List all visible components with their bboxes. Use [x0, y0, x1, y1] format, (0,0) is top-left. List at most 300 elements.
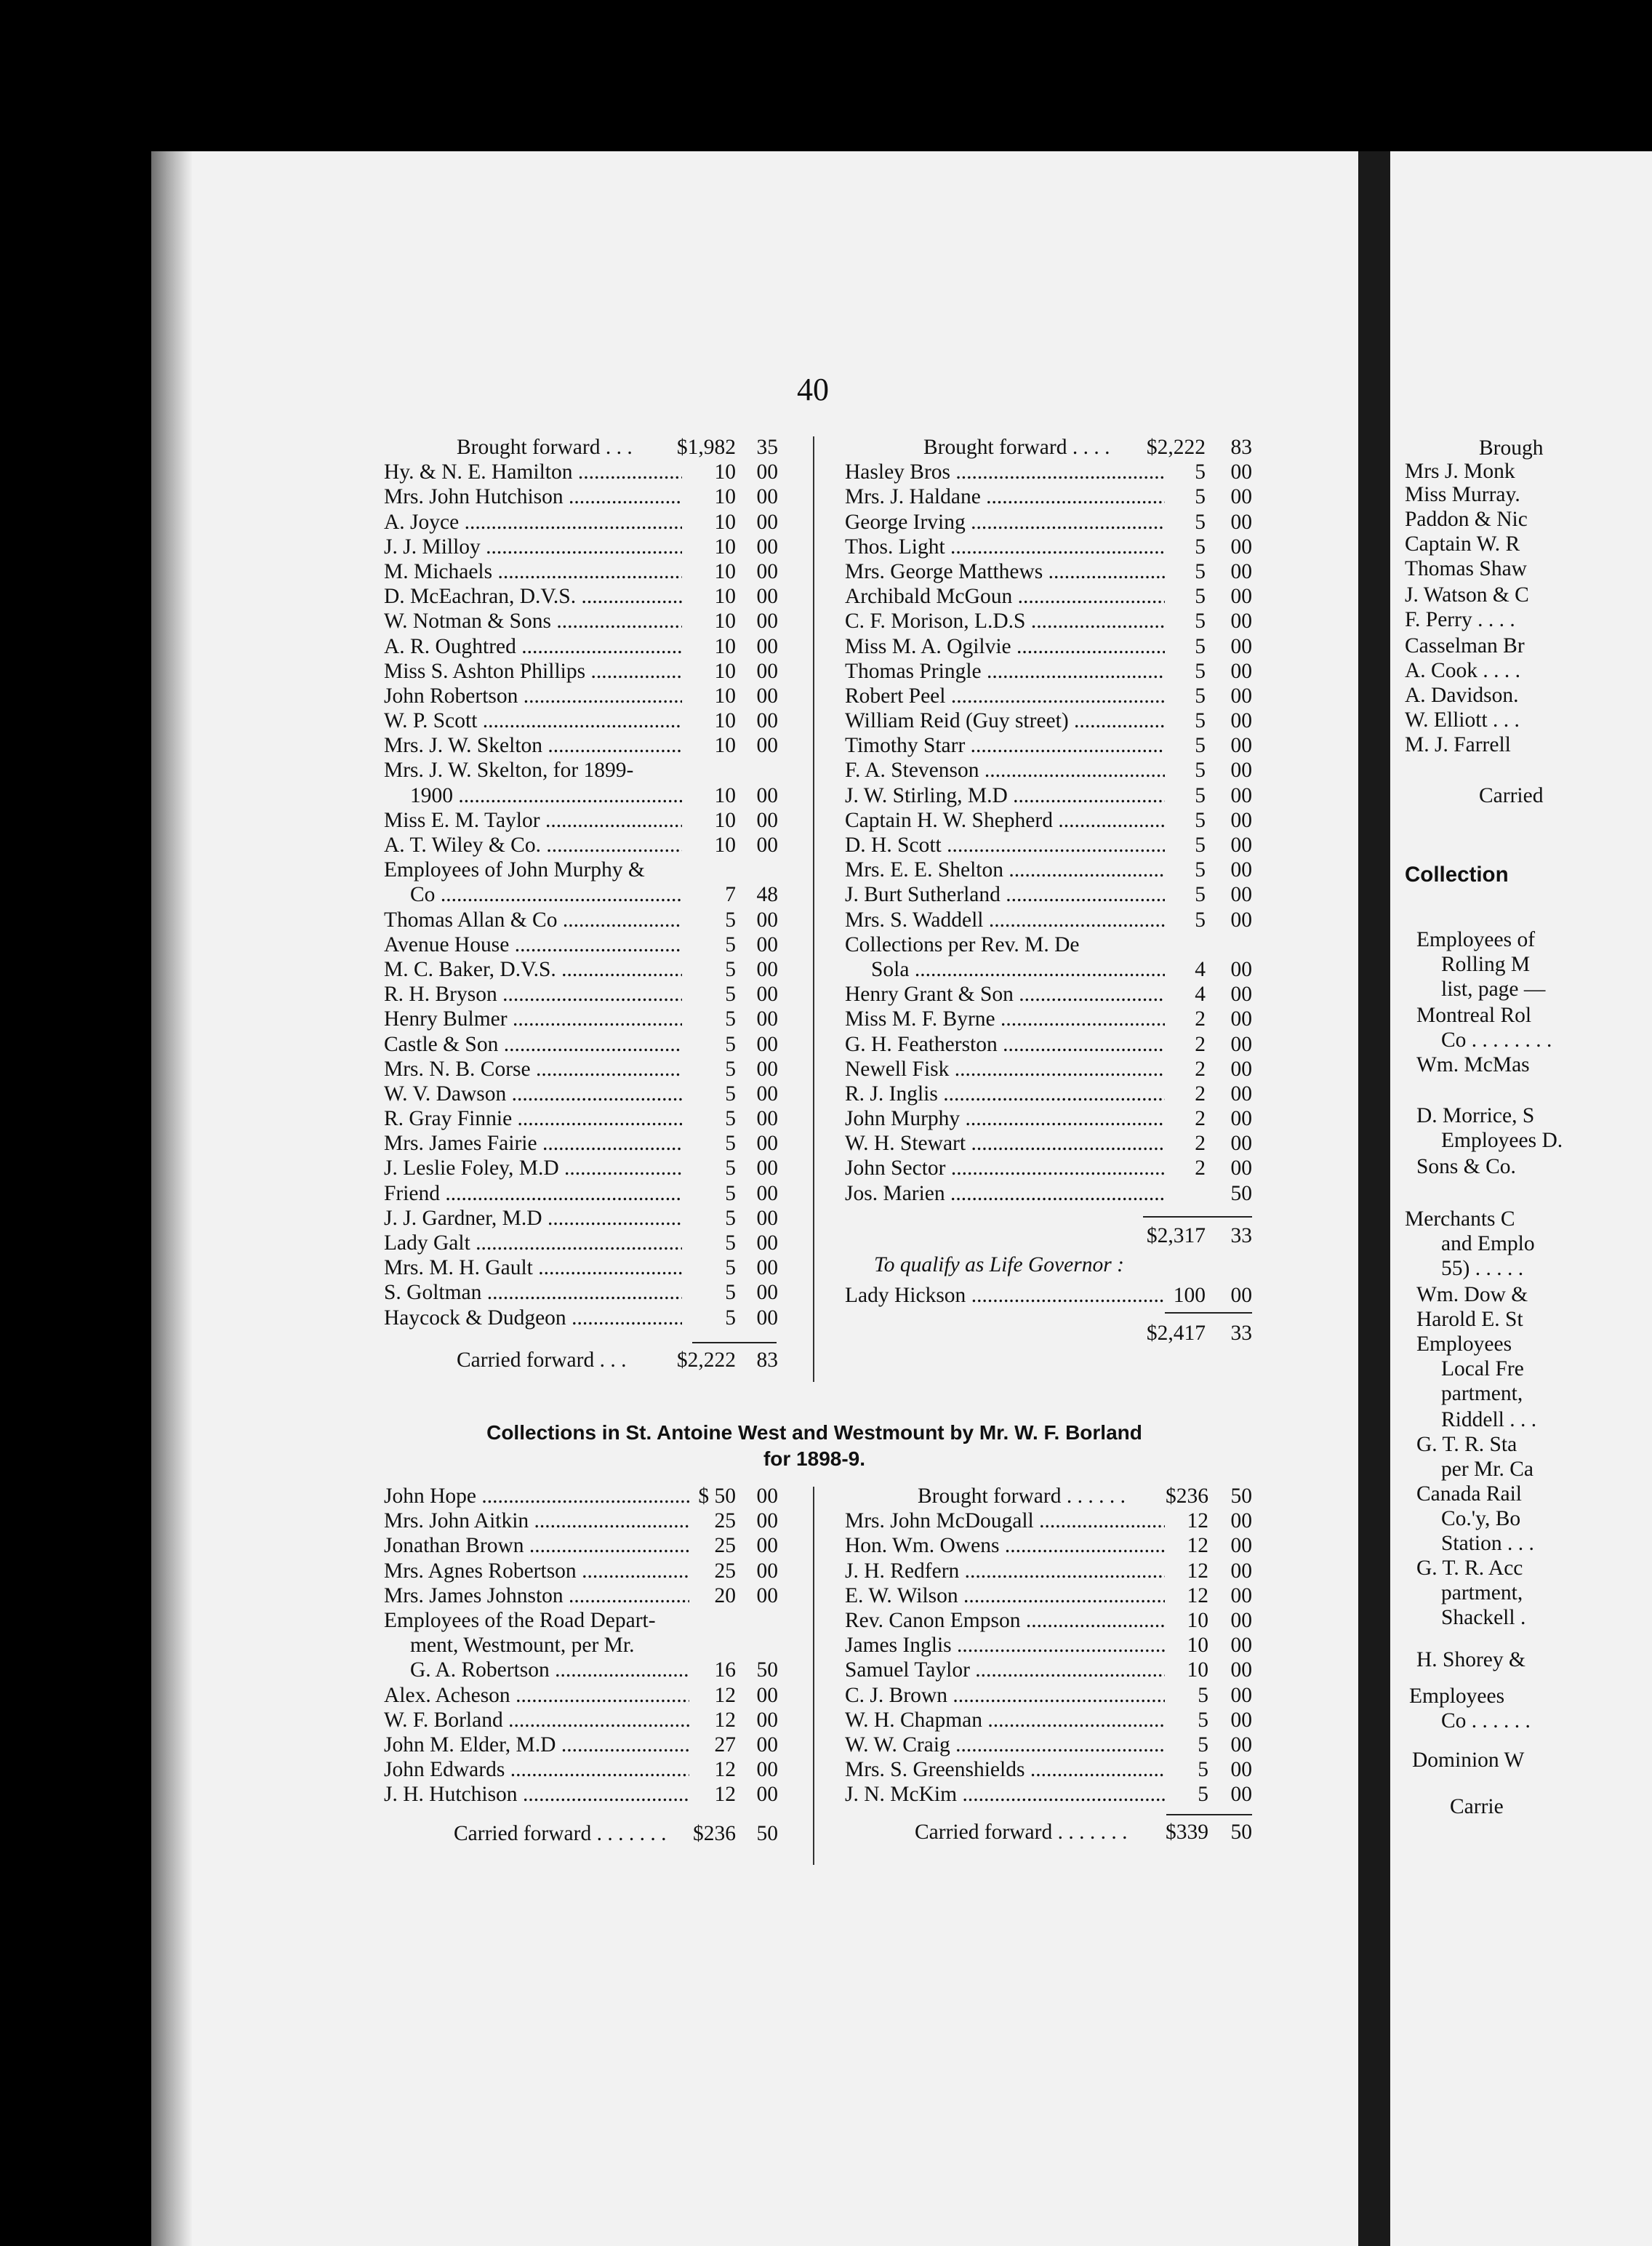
entry-name: J. J. Milloy ..... [384, 535, 682, 559]
entry-row [845, 1608, 1252, 1633]
entry-name: John Edwards ..... [384, 1757, 689, 1782]
entry-name: Miss M. A. Ogilvie ..... [845, 634, 1165, 659]
entry-dollars: 5 [1198, 1733, 1208, 1757]
entry-dollars: 2 [1195, 1032, 1206, 1056]
entry-name: Mrs. John McDougall ..... [845, 1508, 1165, 1533]
column-divider-top [813, 436, 814, 1382]
entry-name: Employees of the Road Depart- [384, 1608, 656, 1632]
entry-cents: 00 [756, 1107, 778, 1131]
entry-dollars: 12 [1187, 1509, 1208, 1533]
entry-name: Employees of John Murphy & [384, 858, 645, 882]
entry-dollars: 20 [714, 1583, 736, 1607]
entry-dollars: 10 [714, 709, 736, 733]
entry-row [384, 1658, 778, 1682]
entry-dollars: 5 [1195, 709, 1206, 733]
entry-dollars: 5 [725, 957, 736, 981]
entry-row [845, 1633, 1252, 1658]
brought-forward-row [845, 1484, 1252, 1508]
entry-dollars: 25 [714, 1534, 736, 1558]
entry-cents: 00 [1230, 1057, 1252, 1081]
entry-cents: 00 [756, 709, 778, 733]
entry-dollars: 2 [1195, 1057, 1206, 1081]
entry-dollars: 5 [725, 908, 736, 932]
entry-name: Avenue House ..... [384, 932, 682, 957]
entry-dollars: 5 [1195, 684, 1206, 708]
top-right-column [845, 435, 1252, 1346]
entry-name: Mrs. M. H. Gault ..... [384, 1255, 682, 1280]
entry-row [845, 460, 1252, 484]
entry-row [845, 1533, 1252, 1558]
entry-dollars: 5 [725, 932, 736, 956]
entry-row [384, 1082, 778, 1106]
entry-row [845, 510, 1252, 535]
entry-row [384, 1757, 778, 1782]
next-page-fragment: Casselman Br [1405, 634, 1525, 658]
entry-name: Mrs. S. Greenshields ..... [845, 1757, 1165, 1782]
entry-dollars: 12 [1187, 1583, 1208, 1607]
entry-dollars: 5 [725, 1057, 736, 1081]
next-page-fragment: A. Cook . . . . [1405, 659, 1520, 682]
entry-dollars: 27 [714, 1733, 736, 1757]
entry-cents: 00 [756, 957, 778, 981]
next-page-fragment: Rolling M [1441, 953, 1531, 976]
entry-cents: 00 [756, 734, 778, 758]
total-row [845, 1321, 1252, 1346]
entry-row [845, 882, 1252, 907]
entry-cents: 00 [1230, 1608, 1252, 1632]
entry-dollars: 10 [714, 585, 736, 609]
entry-cents: 00 [1230, 485, 1252, 509]
entry-name: Mrs. E. E. Shelton ..... [845, 858, 1165, 882]
entry-dollars: 5 [1195, 808, 1206, 832]
entry-dollars: 5 [1195, 610, 1206, 634]
total-rule [692, 1342, 777, 1343]
next-page-fragment: Co.'y, Bo [1441, 1507, 1521, 1530]
entry-name: M. C. Baker, D.V.S. ..... [384, 957, 682, 982]
carried-forward-row [845, 1820, 1252, 1845]
entry-dollars: 2 [1195, 1107, 1206, 1131]
next-page-fragment: per Mr. Ca [1441, 1458, 1533, 1481]
next-page-fragment: Station . . . [1441, 1532, 1534, 1555]
entry-row [845, 808, 1252, 833]
entry-cents: 00 [1230, 1783, 1252, 1807]
entry-row [845, 535, 1252, 559]
carried-forward-row [384, 1821, 778, 1846]
entry-name: Henry Bulmer ..... [384, 1007, 682, 1031]
entry-cents: 00 [1230, 610, 1252, 634]
entry-cents: 00 [756, 1256, 778, 1280]
next-page-fragment: 55) . . . . . [1441, 1257, 1524, 1280]
entry-name: Sola ..... [871, 957, 1165, 982]
entry-name: J. J. Gardner, M.D ..... [384, 1206, 682, 1231]
spacer [845, 1277, 1252, 1283]
entry-row [845, 1181, 1252, 1206]
entry-name: Carried forward . . . [457, 1348, 627, 1372]
entry-name: R. J. Inglis ..... [845, 1082, 1165, 1106]
entry-row [384, 957, 778, 982]
next-page-fragment: Employees [1416, 1332, 1512, 1356]
entry-cents: 00 [756, 1156, 778, 1180]
next-page-fragment: Employees D. [1441, 1129, 1563, 1152]
entry-name: John Hope ..... [384, 1484, 689, 1508]
entry-cents: 00 [756, 1783, 778, 1807]
entry-cents: 00 [756, 1057, 778, 1081]
next-page-fragment: Canada Rail [1416, 1482, 1522, 1506]
entry-cents: 00 [1230, 1634, 1252, 1658]
entry-row [845, 833, 1252, 858]
bottom-right-column [845, 1484, 1252, 1845]
entry-row [384, 1306, 778, 1330]
entry-row [845, 1683, 1252, 1708]
life-governor-heading: To qualify as Life Governor : [874, 1253, 1124, 1276]
entry-cents: 00 [756, 1708, 778, 1732]
entry-dollars: 5 [1195, 460, 1206, 484]
entry-name: Mrs. J. Haldane ..... [845, 484, 1165, 509]
entry-dollars: 5 [725, 1181, 736, 1205]
entry-cents: 00 [1230, 883, 1252, 907]
entry-name: G. H. Featherston ..... [845, 1032, 1165, 1057]
entry-name: Henry Grant & Son ..... [845, 982, 1165, 1007]
entry-name: Archibald McGoun ..... [845, 584, 1165, 609]
entry-name: Mrs. George Matthews ..... [845, 559, 1165, 584]
entry-name: Brought forward . . . . [923, 436, 1110, 459]
entry-name: Thomas Allan & Co ..... [384, 908, 682, 932]
entry-name: J. H. Redfern ..... [845, 1559, 1165, 1583]
entry-row [384, 659, 778, 684]
entry-dollars: 2 [1195, 1007, 1206, 1031]
entry-dollars: 10 [714, 783, 736, 807]
entry-dollars: 10 [1187, 1608, 1208, 1632]
entry-row [384, 908, 778, 932]
entry-dollars: 5 [1195, 734, 1206, 758]
entry-row [845, 1156, 1252, 1180]
entry-row [384, 684, 778, 708]
next-page-fragment: Montreal Rol [1416, 1004, 1532, 1027]
entry-row [384, 535, 778, 559]
entry-cents: 00 [756, 1032, 778, 1056]
entry-row [384, 1231, 778, 1255]
entry-name: Mrs. James Fairie ..... [384, 1131, 682, 1156]
entry-cents: 00 [756, 834, 778, 857]
entry-name: A. Joyce ..... [384, 510, 682, 535]
entry-name: Robert Peel ..... [845, 684, 1165, 708]
next-page-fragment: W. Elliott . . . [1405, 708, 1520, 732]
entry-cents: 33 [1230, 1223, 1252, 1247]
next-page-fragment: Co . . . . . . [1441, 1709, 1531, 1733]
next-page-fragment: partment, [1441, 1382, 1523, 1405]
entry-dollars: 5 [1195, 485, 1206, 509]
entry-row [384, 1633, 778, 1658]
entry-dollars: 16 [714, 1658, 736, 1682]
entry-name: John M. Elder, M.D ..... [384, 1733, 689, 1757]
entry-cents: 00 [1230, 659, 1252, 683]
entry-row [845, 1757, 1252, 1782]
entry-cents: 00 [1230, 1658, 1252, 1682]
entry-dollars: 5 [1195, 535, 1206, 559]
spacer [845, 1218, 1252, 1223]
entry-name: Newell Fisk ..... [845, 1057, 1165, 1082]
entry-row [845, 1559, 1252, 1583]
entry-dollars: 5 [725, 1306, 736, 1330]
next-page-fragment: D. Morrice, S [1416, 1104, 1535, 1127]
entry-name: John Sector ..... [845, 1156, 1165, 1180]
entry-dollars: 10 [714, 559, 736, 583]
next-page-fragment: Dominion W [1412, 1749, 1525, 1772]
spacer [845, 1807, 1252, 1814]
entry-name: J. Burt Sutherland ..... [845, 882, 1165, 907]
entry-dollars: 10 [714, 460, 736, 484]
entry-cents: 00 [756, 535, 778, 559]
next-page-fragment: F. Perry . . . . [1405, 608, 1515, 631]
entry-dollars: 12 [1187, 1534, 1208, 1558]
entry-dollars: 5 [725, 1256, 736, 1280]
entry-cents: 00 [756, 1583, 778, 1607]
entry-name: Jonathan Brown ..... [384, 1533, 689, 1558]
entry-dollars: 5 [1195, 559, 1206, 583]
entry-cents: 00 [756, 783, 778, 807]
next-page-fragment: G. T. R. Sta [1416, 1433, 1517, 1456]
entry-cents: 00 [1230, 1708, 1252, 1732]
entry-dollars: 12 [714, 1683, 736, 1707]
entry-name: Carried forward . . . . . . . [454, 1822, 667, 1846]
entry-cents: 00 [1230, 535, 1252, 559]
spacer [845, 1206, 1252, 1216]
entry-dollars: 5 [1195, 858, 1206, 882]
next-page-fragment: A. Davidson. [1405, 684, 1519, 707]
brought-forward-row [845, 435, 1252, 460]
next-page-fragment: Local Fre [1441, 1357, 1524, 1380]
entry-row [845, 584, 1252, 609]
entry-dollars: 5 [1195, 659, 1206, 683]
entry-cents: 00 [756, 684, 778, 708]
entry-cents: 00 [1230, 1733, 1252, 1757]
entry-row [384, 1559, 778, 1583]
entry-name: Brought forward . . . . . . [918, 1484, 1126, 1508]
entry-dollars: 10 [714, 659, 736, 683]
entry-row [384, 584, 778, 609]
entry-dollars: $236 [1166, 1484, 1208, 1508]
entry-name: Captain H. W. Shepherd ..... [845, 808, 1165, 833]
entry-cents: 00 [756, 610, 778, 634]
entry-dollars: 10 [714, 610, 736, 634]
entry-cents: 00 [1230, 1132, 1252, 1156]
brought-forward-row [384, 435, 778, 460]
entry-cents: 00 [1230, 834, 1252, 857]
entry-dollars: 5 [1198, 1783, 1208, 1807]
entry-dollars: 5 [1195, 634, 1206, 658]
next-page-fragment: Employees of [1416, 928, 1536, 951]
entry-row [384, 1156, 778, 1180]
entry-dollars: 25 [714, 1559, 736, 1583]
entry-dollars: $1,982 [676, 436, 736, 459]
entry-row [845, 484, 1252, 509]
entry-row [384, 1032, 778, 1057]
entry-cents: 00 [756, 1007, 778, 1031]
entry-name: Hon. Wm. Owens ..... [845, 1533, 1165, 1558]
page-binding-edge [151, 151, 192, 2246]
total-rule [1165, 1312, 1252, 1314]
entry-row [845, 957, 1252, 982]
next-page-fragment: Collection [1405, 863, 1509, 887]
entry-row [384, 1583, 778, 1608]
next-page-fragment: Shackell . [1441, 1606, 1526, 1629]
entry-name: J. Leslie Foley, M.D ..... [384, 1156, 682, 1180]
entry-name: S. Goltman ..... [384, 1280, 682, 1305]
entry-dollars: 2 [1195, 1156, 1206, 1180]
entry-name: Haycock & Dudgeon ..... [384, 1306, 682, 1330]
entry-dollars: 5 [725, 1206, 736, 1230]
entry-cents: 00 [1230, 1509, 1252, 1533]
entry-dollars: 10 [714, 634, 736, 658]
entry-cents: 00 [756, 659, 778, 683]
entry-name: Mrs. S. Waddell ..... [845, 908, 1165, 932]
entry-cents: 00 [1230, 510, 1252, 534]
next-page-fragment: Captain W. R [1405, 532, 1520, 556]
entry-row [845, 783, 1252, 808]
entry-name: Brought forward . . . [457, 436, 633, 459]
entry-cents: 00 [1230, 1583, 1252, 1607]
entry-name: Castle & Son ..... [384, 1032, 682, 1057]
entry-dollars: 5 [1195, 908, 1206, 932]
entry-dollars: 12 [714, 1758, 736, 1782]
entry-cents: 83 [1230, 436, 1252, 459]
entry-row [384, 858, 778, 882]
entry-name: Carried forward . . . . . . . [915, 1821, 1128, 1845]
entry-cents: 00 [756, 1231, 778, 1255]
entry-row [384, 460, 778, 484]
entry-dollars: 2 [1195, 1132, 1206, 1156]
entry-name: J. W. Stirling, M.D ..... [845, 783, 1165, 808]
entry-row [384, 1508, 778, 1533]
entry-cents: 50 [756, 1658, 778, 1682]
entry-row [384, 1280, 778, 1305]
entry-cents: 50 [1230, 1484, 1252, 1508]
subtotal-rule [1143, 1216, 1252, 1218]
entry-row [384, 1181, 778, 1206]
entry-name: Alex. Acheson ..... [384, 1683, 689, 1708]
entry-cents: 00 [1230, 908, 1252, 932]
entry-dollars: $2,222 [676, 1348, 736, 1372]
entry-cents: 00 [756, 1534, 778, 1558]
entry-cents: 00 [756, 1281, 778, 1305]
entry-cents: 00 [756, 460, 778, 484]
column-divider-bottom [813, 1487, 814, 1865]
entry-row [845, 1733, 1252, 1757]
entry-cents: 00 [756, 559, 778, 583]
entry-name: W. W. Craig ..... [845, 1733, 1165, 1757]
next-page-fragment: Carried [1479, 784, 1544, 807]
entry-cents: 00 [1230, 759, 1252, 783]
entry-row [384, 484, 778, 509]
entry-row [845, 1583, 1252, 1608]
entry-cents: 00 [1230, 1107, 1252, 1131]
entry-cents: 00 [1230, 634, 1252, 658]
entry-dollars: 5 [1195, 585, 1206, 609]
entry-dollars: 5 [725, 1231, 736, 1255]
section-heading-line2: for 1898-9. [763, 1447, 866, 1470]
entry-row [384, 1484, 778, 1508]
entry-name: W. H. Stewart ..... [845, 1131, 1165, 1156]
entry-row [845, 684, 1252, 708]
entry-name: W. Notman & Sons ..... [384, 609, 682, 634]
entry-cents: 50 [1230, 1821, 1252, 1845]
entry-cents: 00 [756, 1683, 778, 1707]
entry-cents: 00 [1230, 983, 1252, 1007]
entry-name: Timothy Starr ..... [845, 733, 1165, 758]
entry-row [845, 982, 1252, 1007]
entry-dollars: 100 [1173, 1284, 1206, 1308]
entry-name: Mrs. James Johnston ..... [384, 1583, 689, 1608]
entry-dollars: 5 [1198, 1708, 1208, 1732]
entry-name: George Irving ..... [845, 510, 1165, 535]
next-page-fragment: Miss Murray. [1405, 483, 1520, 506]
next-page-fragment: H. Shorey & [1416, 1648, 1525, 1671]
entry-dollars: 5 [1195, 510, 1206, 534]
total-rule [1166, 1814, 1252, 1815]
entry-row [384, 1533, 778, 1558]
entry-dollars: $236 [693, 1822, 736, 1846]
entry-cents: 00 [756, 510, 778, 534]
entry-cents: 83 [756, 1348, 778, 1372]
entry-row [845, 758, 1252, 783]
next-page-fragment: Riddell . . . [1441, 1408, 1537, 1431]
entry-cents: 00 [756, 1206, 778, 1230]
next-page-fragment: Carrie [1450, 1795, 1504, 1818]
entry-cents: 50 [1230, 1181, 1252, 1205]
entry-name: Mrs. John Aitkin ..... [384, 1508, 689, 1533]
next-page-fragment: Co . . . . . . . . [1441, 1028, 1552, 1052]
next-page-fragment: partment, [1441, 1581, 1523, 1604]
entry-dollars: $2,317 [1146, 1223, 1206, 1247]
entry-name: Mrs. N. B. Corse ..... [384, 1057, 682, 1082]
entry-cents: 00 [756, 808, 778, 832]
entry-row [384, 559, 778, 584]
entry-dollars: 2 [1195, 1082, 1206, 1106]
entry-cents: 00 [756, 983, 778, 1007]
next-page-fragment: Brough [1479, 436, 1544, 460]
entry-name: R. Gray Finnie ..... [384, 1106, 682, 1131]
entry-name: W. V. Dawson ..... [384, 1082, 682, 1106]
entry-row [845, 908, 1252, 932]
entry-cents: 00 [1230, 460, 1252, 484]
entry-dollars: $ 50 [698, 1484, 736, 1508]
entry-dollars: 10 [714, 535, 736, 559]
next-page-fragment: Wm. Dow & [1416, 1283, 1528, 1306]
entry-cents: 00 [1230, 1082, 1252, 1106]
entry-row [384, 1733, 778, 1757]
next-page-fragment: and Emplo [1441, 1232, 1535, 1255]
entry-dollars: 12 [1187, 1559, 1208, 1583]
entry-dollars: 4 [1195, 983, 1206, 1007]
entry-row [845, 1082, 1252, 1106]
entry-name: William Reid (Guy street) ..... [845, 708, 1165, 733]
entry-dollars: 10 [714, 834, 736, 857]
entry-dollars: 5 [725, 1007, 736, 1031]
entry-dollars: 4 [1195, 957, 1206, 981]
entry-dollars: 12 [714, 1708, 736, 1732]
next-page-fragment: Thomas Shaw [1405, 557, 1527, 580]
entry-row [384, 1131, 778, 1156]
entry-row [845, 1106, 1252, 1131]
entry-dollars: 25 [714, 1509, 736, 1533]
entry-row [384, 808, 778, 833]
entry-dollars: 10 [714, 684, 736, 708]
page-gutter [1358, 151, 1390, 2246]
entry-cents: 00 [756, 485, 778, 509]
entry-name: G. A. Robertson ..... [410, 1658, 689, 1682]
entry-row [845, 1131, 1252, 1156]
entry-row [384, 1708, 778, 1733]
